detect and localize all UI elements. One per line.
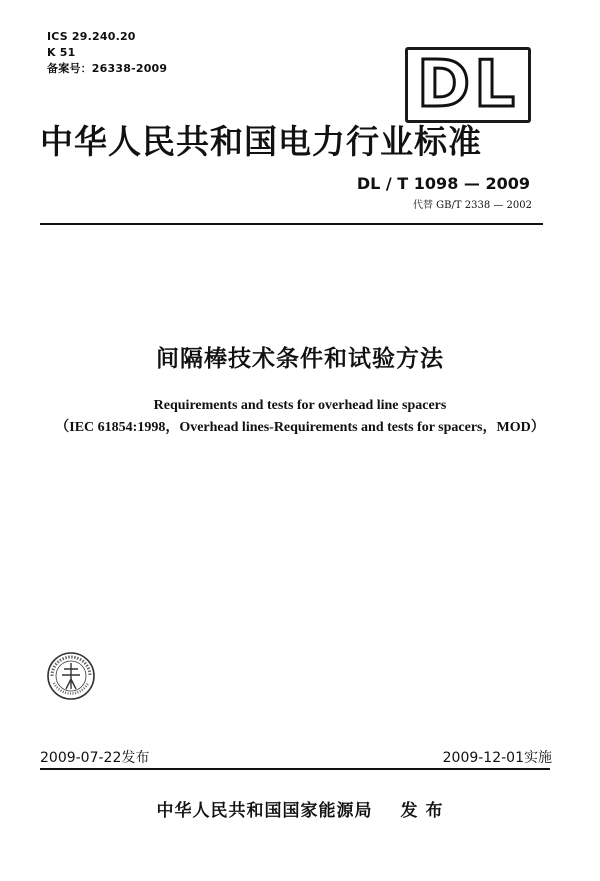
- ics-code: ICS 29.240.20: [47, 30, 136, 43]
- classification-code: K 51: [47, 46, 76, 59]
- header-divider: [40, 223, 543, 225]
- dl-logo: [405, 47, 531, 123]
- document-subtitle-en: （IEC 61854:1998，Overhead lines-Requirements and tests for spacers，MOD）: [55, 420, 545, 435]
- dl-logo-text: DL: [417, 48, 519, 122]
- publisher-name: 中华人民共和国国家能源局: [156, 801, 373, 821]
- effective-date: 2009-12-01实施: [442, 750, 552, 766]
- standard-number: DL / T 1098 — 2009: [356, 174, 530, 193]
- document-title-zh: 间隔棒技术条件和试验方法: [156, 346, 444, 372]
- publisher-line: [0, 796, 600, 821]
- record-number: 备案号：26338-2009: [47, 62, 168, 75]
- document-title-en: Requirements and tests for overhead line spacers: [153, 398, 447, 413]
- replaces-standard: 代替 GB/T 2338 — 2002: [413, 200, 532, 211]
- publish-date: 2009-07-22发布: [40, 750, 150, 766]
- seal-icon: [46, 651, 96, 701]
- industry-standard-title: 中华人民共和国电力行业标准: [40, 122, 482, 161]
- issue-label: 发 布: [400, 801, 444, 821]
- footer-divider: [40, 768, 550, 770]
